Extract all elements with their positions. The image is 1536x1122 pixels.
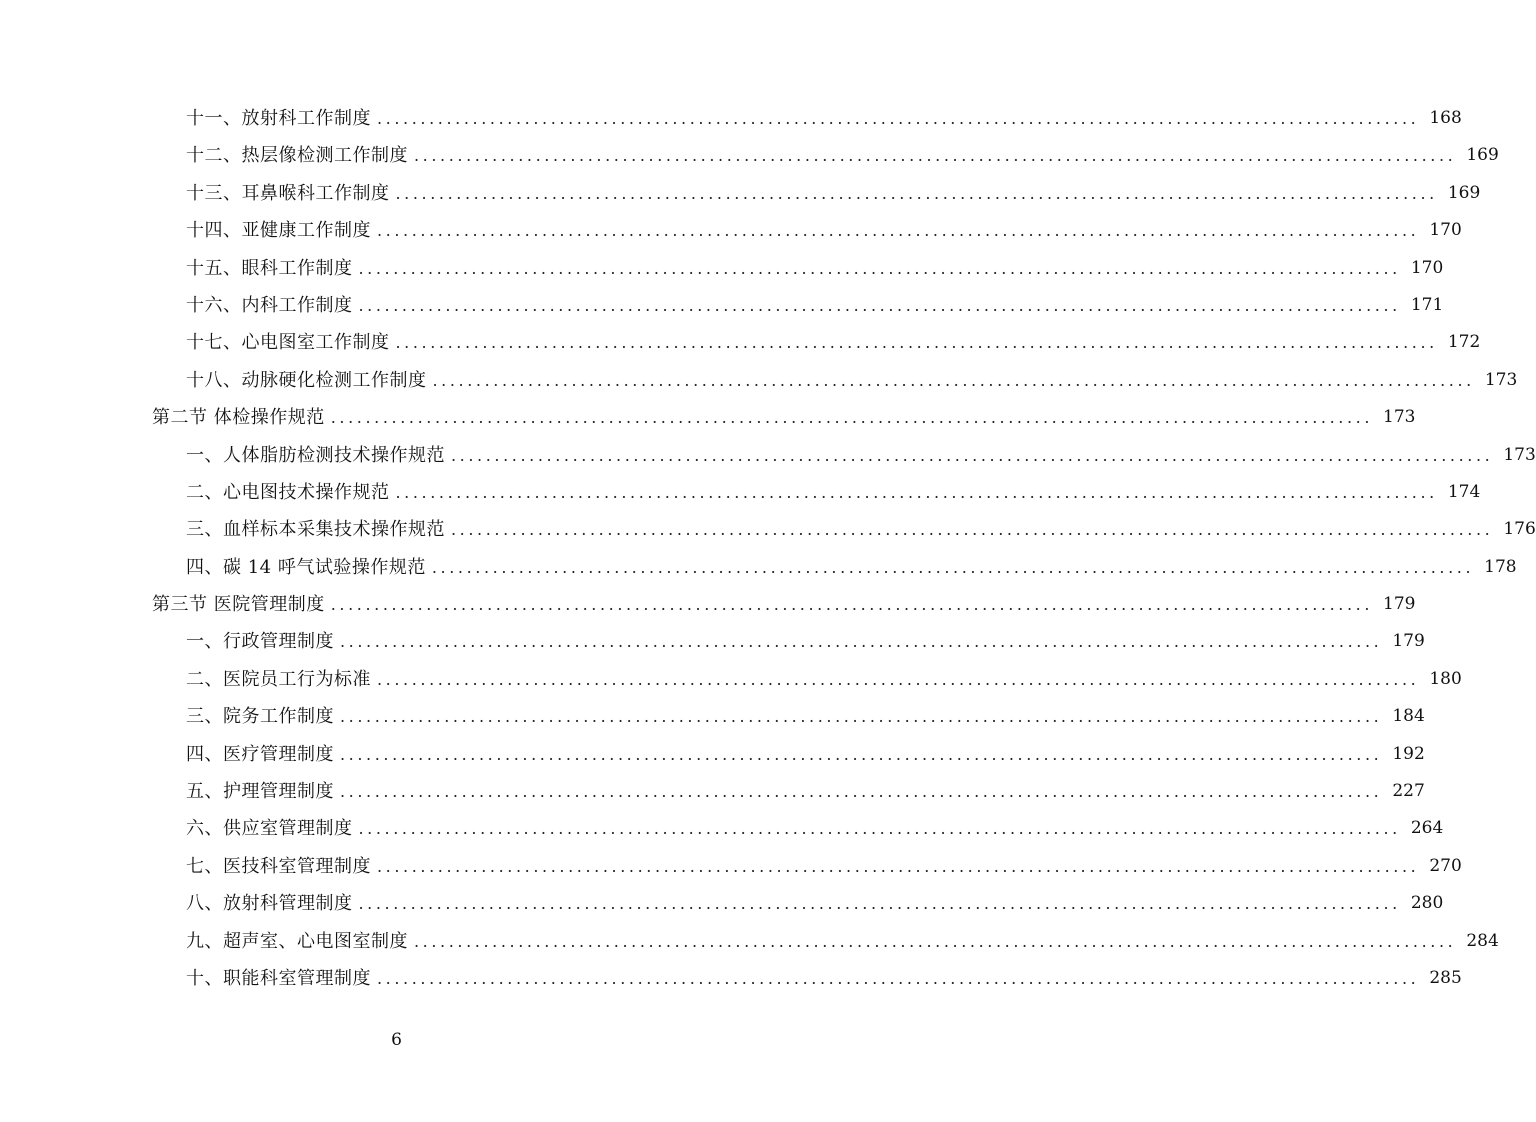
toc-entry-page: 192 (1392, 743, 1425, 764)
toc-dot-leader: ........................................................................................................................ (340, 632, 1383, 652)
toc-entry[interactable] (0, 137, 1499, 174)
toc-entry[interactable] (0, 100, 1462, 137)
toc-entry[interactable] (0, 960, 1462, 997)
toc-entry[interactable] (0, 362, 1518, 399)
toc-entry-page: 173 (1383, 407, 1416, 428)
toc-entry-page: 180 (1429, 668, 1462, 689)
toc-entry-page: 171 (1410, 294, 1444, 315)
toc-entry-page: 179 (1383, 594, 1416, 615)
toc-dot-leader: ........................................................................................................................ (330, 595, 1374, 615)
toc-entry[interactable] (0, 549, 1517, 586)
toc-entry[interactable] (0, 773, 1425, 810)
toc-dot-leader: ........................................................................................................................ (451, 445, 1494, 465)
toc-dot-leader: ........................................................................................................................ (432, 370, 1475, 390)
toc-entry-title: 三、血样标本采集技术操作规范 (186, 519, 445, 541)
toc-entry[interactable] (0, 511, 1536, 548)
toc-entry-page: 169 (1447, 182, 1481, 203)
toc-entry[interactable] (0, 923, 1499, 960)
toc-entry-page: 270 (1429, 855, 1462, 876)
toc-dot-leader: ........................................................................................................................ (431, 557, 1475, 577)
toc-dot-leader: ........................................................................................................................ (358, 894, 1401, 914)
toc-entry[interactable] (0, 287, 1444, 324)
toc-entry-page: 227 (1392, 781, 1425, 802)
toc-entry-page: 285 (1429, 967, 1462, 988)
toc-entry-title: 八、放射科管理制度 (186, 893, 353, 915)
toc-entry-page: 170 (1429, 220, 1462, 241)
toc-entry-title: 一、行政管理制度 (186, 631, 334, 653)
toc-entry-page: 173 (1484, 369, 1518, 390)
toc-entry-title: 十五、眼科工作制度 (186, 257, 353, 279)
toc-entry-title: 二、心电图技术操作规范 (186, 481, 390, 503)
toc-entry-title: 十八、动脉硬化检测工作制度 (186, 369, 427, 391)
toc-dot-leader: ........................................................................................................................ (358, 258, 1401, 278)
page-number: 6 (391, 1030, 402, 1050)
toc-entry-title: 四、碳 14 呼气试验操作规范 (186, 556, 426, 578)
toc-entry-title: 二、医院员工行为标准 (186, 668, 371, 690)
toc-entry-title: 十、职能科室管理制度 (186, 967, 371, 989)
toc-dot-leader: ........................................................................................................................ (340, 744, 1383, 764)
toc-dot-leader: ........................................................................................................................ (330, 408, 1374, 428)
toc-entry-title: 第三节 医院管理制度 (152, 594, 325, 616)
toc-entry-page: 280 (1410, 893, 1444, 914)
toc-entry[interactable] (0, 736, 1425, 773)
toc-entry[interactable] (0, 437, 1536, 474)
toc-entry-page: 176 (1503, 519, 1536, 540)
toc-entry-page: 174 (1447, 481, 1481, 502)
toc-entry[interactable] (0, 661, 1462, 698)
toc-entry-page: 168 (1429, 108, 1462, 128)
toc-entry[interactable] (0, 698, 1425, 735)
toc-entry-page: 264 (1410, 818, 1444, 839)
toc-entry-page: 170 (1410, 257, 1444, 278)
toc-entry[interactable] (0, 175, 1481, 212)
toc-entry-title: 十四、亚健康工作制度 (186, 220, 371, 242)
toc-entry[interactable] (0, 324, 1481, 361)
toc-entry-page: 284 (1466, 930, 1499, 951)
toc-entry[interactable] (0, 810, 1444, 847)
toc-entry-title: 六、供应室管理制度 (186, 818, 353, 840)
toc-entry[interactable] (0, 623, 1425, 660)
toc-entry-title: 十七、心电图室工作制度 (186, 332, 390, 354)
toc-entry-title: 十六、内科工作制度 (186, 294, 353, 316)
toc-dot-leader: ........................................................................................................................ (451, 520, 1494, 540)
toc-dot-leader: ........................................................................................................................ (414, 931, 1457, 951)
toc-entry-title: 七、医技科室管理制度 (186, 855, 371, 877)
toc-entry-title: 一、人体脂肪检测技术操作规范 (186, 444, 445, 466)
toc-dot-leader: ........................................................................................................................ (377, 109, 1420, 128)
toc-dot-leader: ........................................................................................................................ (340, 782, 1383, 802)
toc-section-entry[interactable] (0, 399, 1416, 436)
toc-entry[interactable] (0, 212, 1462, 249)
toc-entry-title: 九、超声室、心电图室制度 (186, 930, 408, 952)
toc-entry-title: 三、院务工作制度 (186, 706, 334, 728)
toc-section-entry[interactable] (0, 586, 1416, 623)
toc-entry-page: 169 (1466, 145, 1499, 166)
toc-entry[interactable] (0, 250, 1444, 287)
toc-entry-title: 第二节 体检操作规范 (152, 407, 325, 429)
toc-dot-leader: ........................................................................................................................ (395, 482, 1438, 502)
toc-entry[interactable] (0, 848, 1462, 885)
toc-entry-page: 172 (1447, 332, 1481, 353)
toc-dot-leader: ........................................................................................................................ (358, 819, 1401, 839)
toc-entry-title: 十二、热层像检测工作制度 (186, 145, 408, 167)
toc-dot-leader: ........................................................................................................................ (377, 221, 1420, 241)
toc-entry-title: 四、医疗管理制度 (186, 743, 334, 765)
toc-dot-leader: ........................................................................................................................ (377, 856, 1420, 876)
toc-entry-page: 178 (1484, 556, 1517, 577)
toc-entry-page: 184 (1392, 706, 1425, 727)
toc-dot-leader: ........................................................................................................................ (414, 146, 1457, 166)
toc-entry-title: 五、护理管理制度 (186, 781, 334, 803)
toc-entry-title: 十三、耳鼻喉科工作制度 (186, 182, 390, 204)
table-of-contents (0, 100, 1536, 997)
toc-dot-leader: ........................................................................................................................ (395, 333, 1438, 353)
toc-entry[interactable] (0, 474, 1481, 511)
toc-dot-leader: ........................................................................................................................ (377, 669, 1420, 689)
toc-entry-title: 十一、放射科工作制度 (186, 108, 371, 129)
toc-dot-leader: ........................................................................................................................ (377, 968, 1420, 988)
toc-entry[interactable] (0, 885, 1444, 922)
toc-dot-leader: ........................................................................................................................ (358, 295, 1401, 315)
toc-dot-leader: ........................................................................................................................ (340, 707, 1383, 727)
toc-entry-page: 179 (1392, 631, 1425, 652)
toc-dot-leader: ........................................................................................................................ (395, 183, 1438, 203)
toc-entry-page: 173 (1503, 444, 1536, 465)
